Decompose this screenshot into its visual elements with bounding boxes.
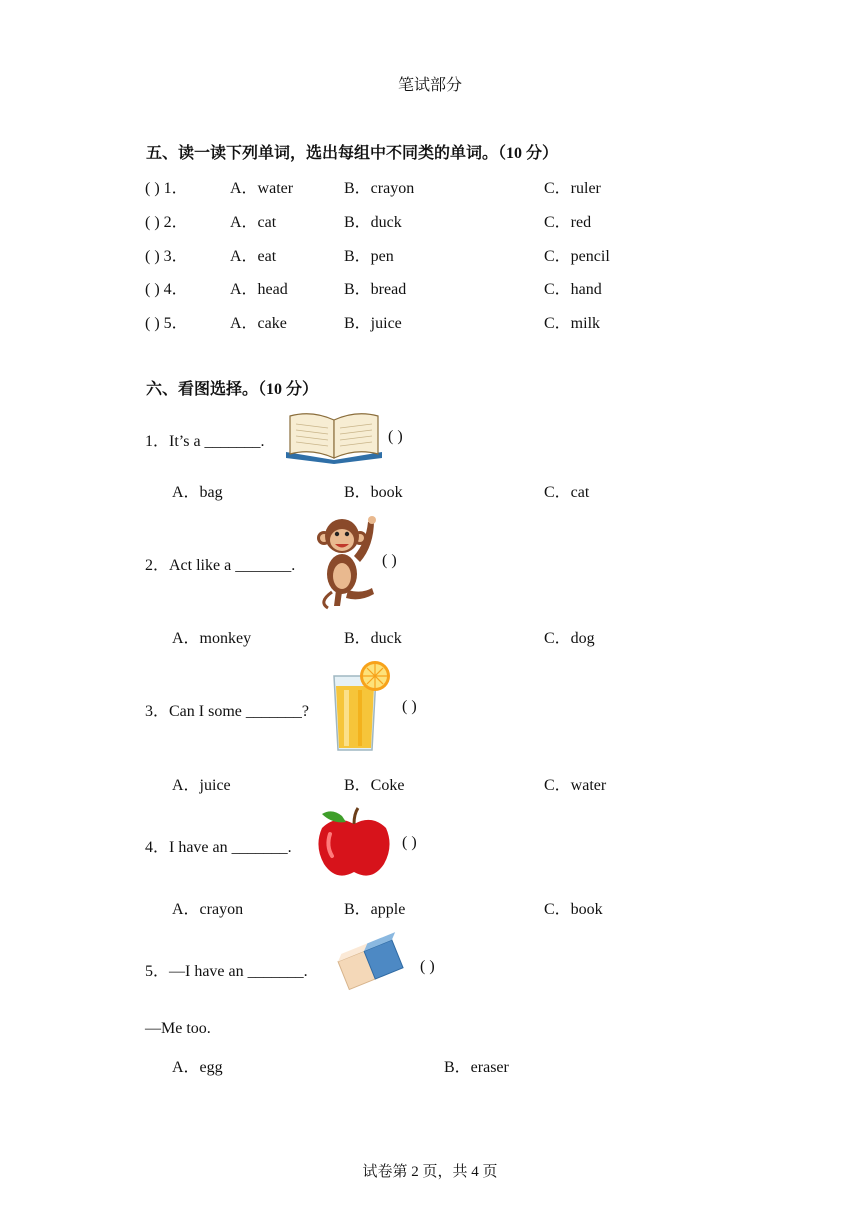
s6-option-b: B．Coke: [344, 777, 405, 794]
s5-option-a: A．head: [230, 281, 288, 298]
s6-option-a: A．monkey: [172, 630, 252, 647]
open-book-icon: [284, 408, 384, 464]
answer-paren: ( ): [420, 958, 435, 975]
s5-option-b: B．bread: [344, 281, 407, 298]
s6-option-a: A．crayon: [172, 901, 244, 918]
s6-question-5: 5．—I have an _______.: [145, 963, 308, 980]
s5-option-b: B．duck: [344, 214, 402, 231]
s5-option-b: B．crayon: [344, 180, 415, 197]
s5-option-b: B．pen: [344, 248, 394, 265]
monkey-icon: [312, 512, 380, 610]
answer-paren: ( ): [402, 834, 417, 851]
answer-paren: ( ): [382, 552, 397, 569]
eraser-icon: [334, 932, 406, 1000]
s5-option-a: A．eat: [230, 248, 277, 265]
s5-item-prefix: ( ) 3．: [145, 248, 188, 265]
s6-option-b: B．eraser: [444, 1059, 509, 1076]
s5-option-a: A．cat: [230, 214, 277, 231]
s5-item-prefix: ( ) 5．: [145, 315, 188, 332]
s6-question-3: 3．Can I some _______?: [145, 703, 309, 720]
s5-item-prefix: ( ) 1．: [145, 180, 188, 197]
s5-option-a: A．water: [230, 180, 294, 197]
s5-option-c: C．ruler: [544, 180, 601, 197]
s6-option-a: A．bag: [172, 484, 223, 501]
s5-item-prefix: ( ) 4．: [145, 281, 188, 298]
s6-option-a: A．egg: [172, 1059, 223, 1076]
section6-heading: 六、看图选择。（10 分）: [146, 381, 319, 398]
s6-option-b: B．duck: [344, 630, 402, 647]
s6-reply: —Me too.: [145, 1020, 211, 1037]
s6-option-a: A．juice: [172, 777, 231, 794]
s6-question-4: 4．I have an _______.: [145, 839, 292, 856]
answer-paren: ( ): [388, 428, 403, 445]
s6-option-c: C．dog: [544, 630, 595, 647]
s5-option-a: A．cake: [230, 315, 287, 332]
s5-option-c: C．red: [544, 214, 592, 231]
apple-icon: [314, 806, 394, 880]
s6-option-c: C．water: [544, 777, 607, 794]
s6-question-2: 2．Act like a _______.: [145, 557, 296, 574]
section5-heading: 五、读一读下列单词，选出每组中不同类的单词。（10 分）: [146, 145, 559, 162]
juice-glass-icon: [330, 658, 392, 754]
s5-option-b: B．juice: [344, 315, 402, 332]
s6-option-b: B．apple: [344, 901, 406, 918]
s6-option-b: B．book: [344, 484, 403, 501]
s6-question-1: 1．It’s a _______.: [145, 433, 265, 450]
s6-option-c: C．book: [544, 901, 603, 918]
page-title: 笔试部分: [397, 77, 462, 94]
s5-option-c: C．hand: [544, 281, 602, 298]
s5-option-c: C．milk: [544, 315, 601, 332]
s5-option-c: C．pencil: [544, 248, 610, 265]
page-footer: 试卷第 2 页，共 4 页: [362, 1164, 498, 1180]
answer-paren: ( ): [402, 698, 417, 715]
s6-option-c: C．cat: [544, 484, 590, 501]
s5-item-prefix: ( ) 2．: [145, 214, 188, 231]
